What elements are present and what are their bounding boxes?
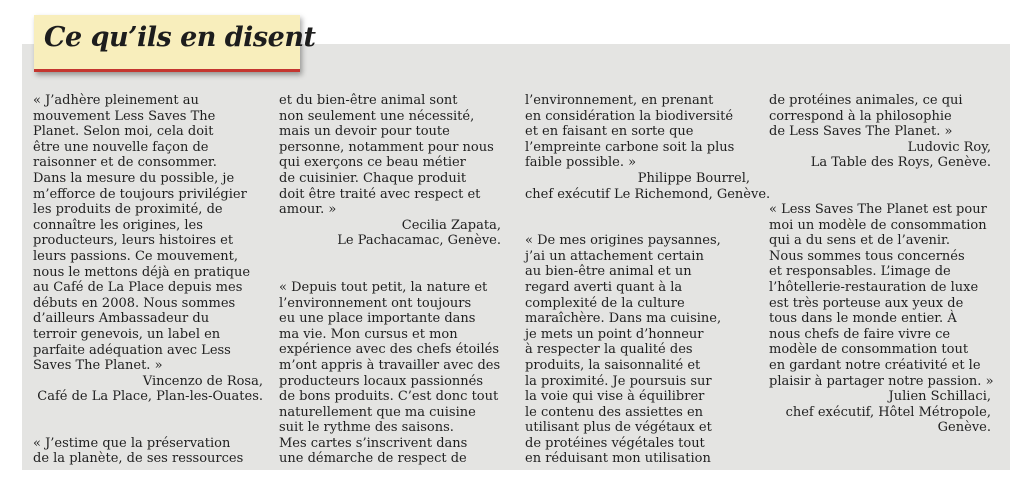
quote-line: amour. » xyxy=(279,202,337,218)
quote-line: « Less Saves The Planet est pour xyxy=(769,201,987,217)
quote-line: Saves The Planet. » xyxy=(33,358,163,374)
testimonial xyxy=(279,280,501,467)
column-2 xyxy=(279,93,501,467)
testimonial xyxy=(769,93,991,171)
quote-line: Dans la mesure du possible, je xyxy=(33,170,235,186)
quote-line: le contenu des assiettes en xyxy=(525,404,704,420)
quote-line: en gardant notre créativité et le xyxy=(769,357,981,373)
quote-line: j’ai un attachement certain xyxy=(525,248,704,264)
quote-line: utilisant plus de végétaux et xyxy=(525,420,712,436)
quote-line: produits, la saisonnalité et xyxy=(525,357,701,373)
quote-line: mais un devoir pour toute xyxy=(279,124,450,140)
quote-line: est très porteuse aux yeux de xyxy=(769,295,964,311)
quote-line: Mes cartes s’inscrivent dans xyxy=(279,435,468,451)
testimonial xyxy=(33,436,263,467)
quote-line: personne, notamment pour nous xyxy=(279,139,494,155)
quote-line: complexité de la culture xyxy=(525,295,685,311)
banner-underline xyxy=(34,69,300,72)
testimonial xyxy=(279,93,501,249)
testimonials-panel xyxy=(22,44,1010,470)
attribution-line: Ludovic Roy, xyxy=(907,139,991,155)
attribution-line: Cecilia Zapata, xyxy=(401,217,501,233)
quote-line: « J’estime que la préservation xyxy=(33,435,231,451)
attribution-line: Julien Schillaci, xyxy=(888,389,991,405)
quote-line: en réduisant mon utilisation xyxy=(525,451,711,467)
quote-line: mouvement Less Saves The xyxy=(33,108,216,124)
quote-line: l’environnement ont toujours xyxy=(279,295,472,311)
quote-line: de cuisinier. Chaque produit xyxy=(279,170,467,186)
quote-line: expérience avec des chefs étoilés xyxy=(279,342,499,358)
section-title: Ce qu’ils en disent xyxy=(44,22,316,53)
quote-line: de protéines végétales tout xyxy=(525,435,705,451)
block-spacer xyxy=(769,171,991,202)
section-banner xyxy=(34,15,316,72)
column-1 xyxy=(33,93,263,467)
quote-line: qui exerçons ce beau métier xyxy=(279,155,466,171)
attribution-line: Café de La Place, Plan-les-Ouates. xyxy=(37,389,263,405)
attribution-line: Le Pachacamac, Genève. xyxy=(337,233,501,249)
testimonial xyxy=(525,93,771,202)
quote-line: je mets un point d’honneur xyxy=(525,326,704,342)
quote-line: à respecter la qualité des xyxy=(525,342,693,358)
quote-line: m’efforce de toujours privilégier xyxy=(33,186,247,202)
quote-line: qui a du sens et de l’avenir. xyxy=(769,233,950,249)
quote-line: parfaite adéquation avec Less xyxy=(33,342,231,358)
attribution-line: Genève. xyxy=(937,420,991,436)
quote-line: une démarche de respect de xyxy=(279,451,467,467)
quote-line: et responsables. L’image de xyxy=(769,264,951,280)
attribution-line: Vincenzo de Rosa, xyxy=(142,373,263,389)
quote-line: nous chefs de faire vivre ce xyxy=(769,326,951,342)
quote-line: non seulement une nécessité, xyxy=(279,108,475,124)
quote-line: suit le rythme des saisons. xyxy=(279,420,454,436)
quote-line: au bien-être animal et un xyxy=(525,264,692,280)
quote-line: doit être traité avec respect et xyxy=(279,186,481,202)
quote-line: de protéines animales, ce qui xyxy=(769,93,963,108)
quote-line: être une nouvelle façon de xyxy=(33,139,209,155)
attribution-line: La Table des Roys, Genève. xyxy=(810,155,991,171)
quote-line: correspond à la philosophie xyxy=(769,108,952,124)
quote-line: la voie qui vise à équilibrer xyxy=(525,389,705,405)
quote-line: nous le mettons déjà en pratique xyxy=(33,264,251,280)
quote-line: moi un modèle de consommation xyxy=(769,217,987,233)
quote-line: « Depuis tout petit, la nature et xyxy=(279,279,488,295)
quote-line: de la planète, de ses ressources xyxy=(33,451,244,467)
quote-line: et en faisant en sorte que xyxy=(525,124,694,140)
quote-line: « De mes origines paysannes, xyxy=(525,233,721,249)
quote-line: les produits de proximité, de xyxy=(33,202,223,218)
attribution-line: chef exécutif, Hôtel Métropole, xyxy=(785,404,991,420)
column-4 xyxy=(769,93,994,436)
quote-line: regard averti quant à la xyxy=(525,279,683,295)
quote-line: modèle de consommation tout xyxy=(769,342,969,358)
quote-line: producteurs locaux passionnés xyxy=(279,373,484,389)
quote-line: de bons produits. C’est donc tout xyxy=(279,389,499,405)
quote-line: l’empreinte carbone soit la plus xyxy=(525,139,735,155)
quote-line: la proximité. Je poursuis sur xyxy=(525,373,712,389)
quote-line: tous dans le monde entier. À xyxy=(769,311,957,327)
testimonial xyxy=(33,93,263,405)
quote-line: maraîchère. Dans ma cuisine, xyxy=(525,311,722,327)
quote-line: plaisir à partager notre passion. » xyxy=(769,373,994,389)
quote-line: et du bien-être animal sont xyxy=(279,93,458,108)
testimonial xyxy=(525,233,750,467)
attribution-line: Philippe Bourrel, xyxy=(637,170,750,186)
quote-line: raisonner et de consommer. xyxy=(33,155,217,171)
quote-line: l’hôtellerie-restauration de luxe xyxy=(769,279,979,295)
quote-line: en considération la biodiversité xyxy=(525,108,734,124)
block-spacer xyxy=(525,202,750,233)
quote-line: m’ont appris à travailler avec des xyxy=(279,357,501,373)
quote-line: producteurs, leurs histoires et xyxy=(33,233,234,249)
quote-line: débuts en 2008. Nous sommes xyxy=(33,295,236,311)
quote-line: l’environnement, en prenant xyxy=(525,93,714,108)
quote-line: terroir genevois, un label en xyxy=(33,326,221,342)
column-3 xyxy=(525,93,771,467)
quote-line: connaître les origines, les xyxy=(33,217,203,233)
quote-line: faible possible. » xyxy=(525,155,637,171)
testimonial xyxy=(769,201,994,436)
quote-line: eu une place importante dans xyxy=(279,311,476,327)
quote-line: Nous sommes tous concernés xyxy=(769,248,965,264)
block-spacer xyxy=(33,405,263,436)
quote-line: ma vie. Mon cursus et mon xyxy=(279,326,458,342)
quote-line: d’ailleurs Ambassadeur du xyxy=(33,311,210,327)
quote-line: Planet. Selon moi, cela doit xyxy=(33,124,214,140)
quote-line: de Less Saves The Planet. » xyxy=(769,124,953,140)
block-spacer xyxy=(279,249,501,280)
quote-line: leurs passions. Ce mouvement, xyxy=(33,248,239,264)
attribution-line: chef exécutif Le Richemond, Genève. xyxy=(525,186,771,202)
quote-line: au Café de La Place depuis mes xyxy=(33,280,243,296)
quote-line: « J’adhère pleinement au xyxy=(33,93,199,108)
quote-line: naturellement que ma cuisine xyxy=(279,404,476,420)
